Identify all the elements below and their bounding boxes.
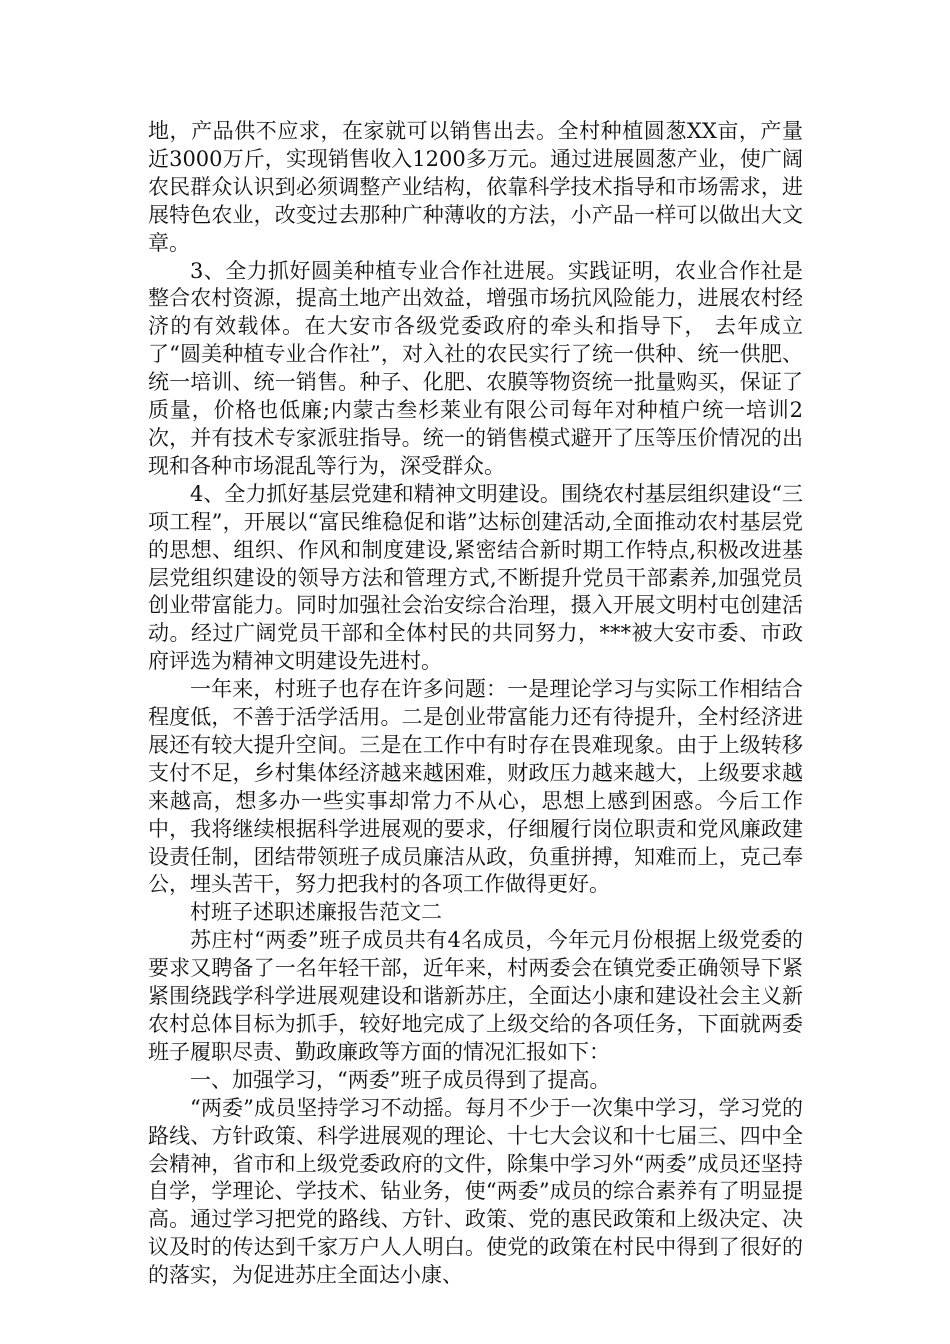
section-heading: 村班子述职述廉报告范文二 xyxy=(190,900,442,925)
paragraph: 地，产品供不应求，在家就可以销售出去。全村种植圆葱XX亩，产量近3000万斤，实现销售收入1200多万元。通过进展圆葱产业，使广阔农民群众认识到必须调整产业结构，依靠科学技术指导和市场需求，进展特色农业，改变过去那种广种薄收的方法，小产品一样可以做出大文章。 xyxy=(148,119,803,255)
paragraph: “两委”成员坚持学习不动摇。每月不少于一次集中学习，学习党的路线、方针政策、科学进展观的理论、十七大会议和十七届三、四中全会精神，省市和上级党委政府的文件，除集中学习外“两委”成员还坚持自学，学理论、学技术、钻业务，使“两委”成员的综合素养有了明显提高。通过学习把党的路线、方针、政策、党的惠民政策和上级决定、决议及时的传达到千家万户人人明白。使党的政策在村民中得到了很好的的落实，为促进苏庄全面达小康、 xyxy=(148,1095,803,1288)
paragraph: 3、全力抓好圆美种植专业合作社进展。实践证明，农业合作社是整合农村资源，提高土地产出效益，增强市场抗风险能力，进展农村经济的有效载体。在大安市各级党委政府的牵头和指导下， 去年成立了“圆美种植专业合作社”，对入社的农民实行了统一供种、统一供肥、统一培训、统一销售。种子、化肥、农膜等物资统一批量购买，保证了质量，价格也低廉;内蒙古叁杉莱业有限公司每年对种植户统一培训2次，并有技术专家派驻指导。统一的销售模式避开了压等压价情况的出现和各种市场混乱等行为，深受群众。 xyxy=(148,258,803,478)
section-subheading: 一、加强学习，“两委”班子成员得到了提高。 xyxy=(190,1067,611,1092)
document-body xyxy=(148,118,803,1290)
paragraph: 苏庄村“两委”班子成员共有4名成员，今年元月份根据上级党委的要求又聘备了一名年轻干部，近年来，村两委会在镇党委正确领导下紧紧围绕践学科学进展观建设和谐新苏庄，全面达小康和建设社会主义新农村总体目标为抓手，较好地完成了上级交给的各项任务，下面就两委班子履职尽责、勤政廉政等方面的情况汇报如下： xyxy=(148,928,803,1064)
paragraph: 一年来，村班子也存在许多问题：一是理论学习与实际工作相结合程度低，不善于活学活用。二是创业带富能力还有待提升，全村经济进展还有较大提升空间。三是在工作中有时存在畏难现象。由于上级转移支付不足，乡村集体经济越来越困难，财政压力越来越大，上级要求越来越高，想多办一些实事却常力不从心，思想上感到困惑。今后工作中，我将继续根据科学进展观的要求，仔细履行岗位职责和党风廉政建设责任制，团结带领班子成员廉洁从政，负重拼搏，知难而上，克己奉公，埋头苦干，努力把我村的各项工作做得更好。 xyxy=(148,677,803,897)
paragraph: 4、全力抓好基层党建和精神文明建设。围绕农村基层组织建设“三项工程”，开展以“富民维稳促和谐”达标创建活动,全面推动农村基层党的思想、组织、作风和制度建设,紧密结合新时期工作特点,积极改进基层党组织建设的领导方法和管理方式,不断提升党员干部素养,加强党员创业带富能力。同时加强社会治安综合治理，摄入开展文明村屯创建活动。经过广阔党员干部和全体村民的共同努力，***被大安市委、市政府评选为精神文明建设先进村。 xyxy=(148,481,803,674)
